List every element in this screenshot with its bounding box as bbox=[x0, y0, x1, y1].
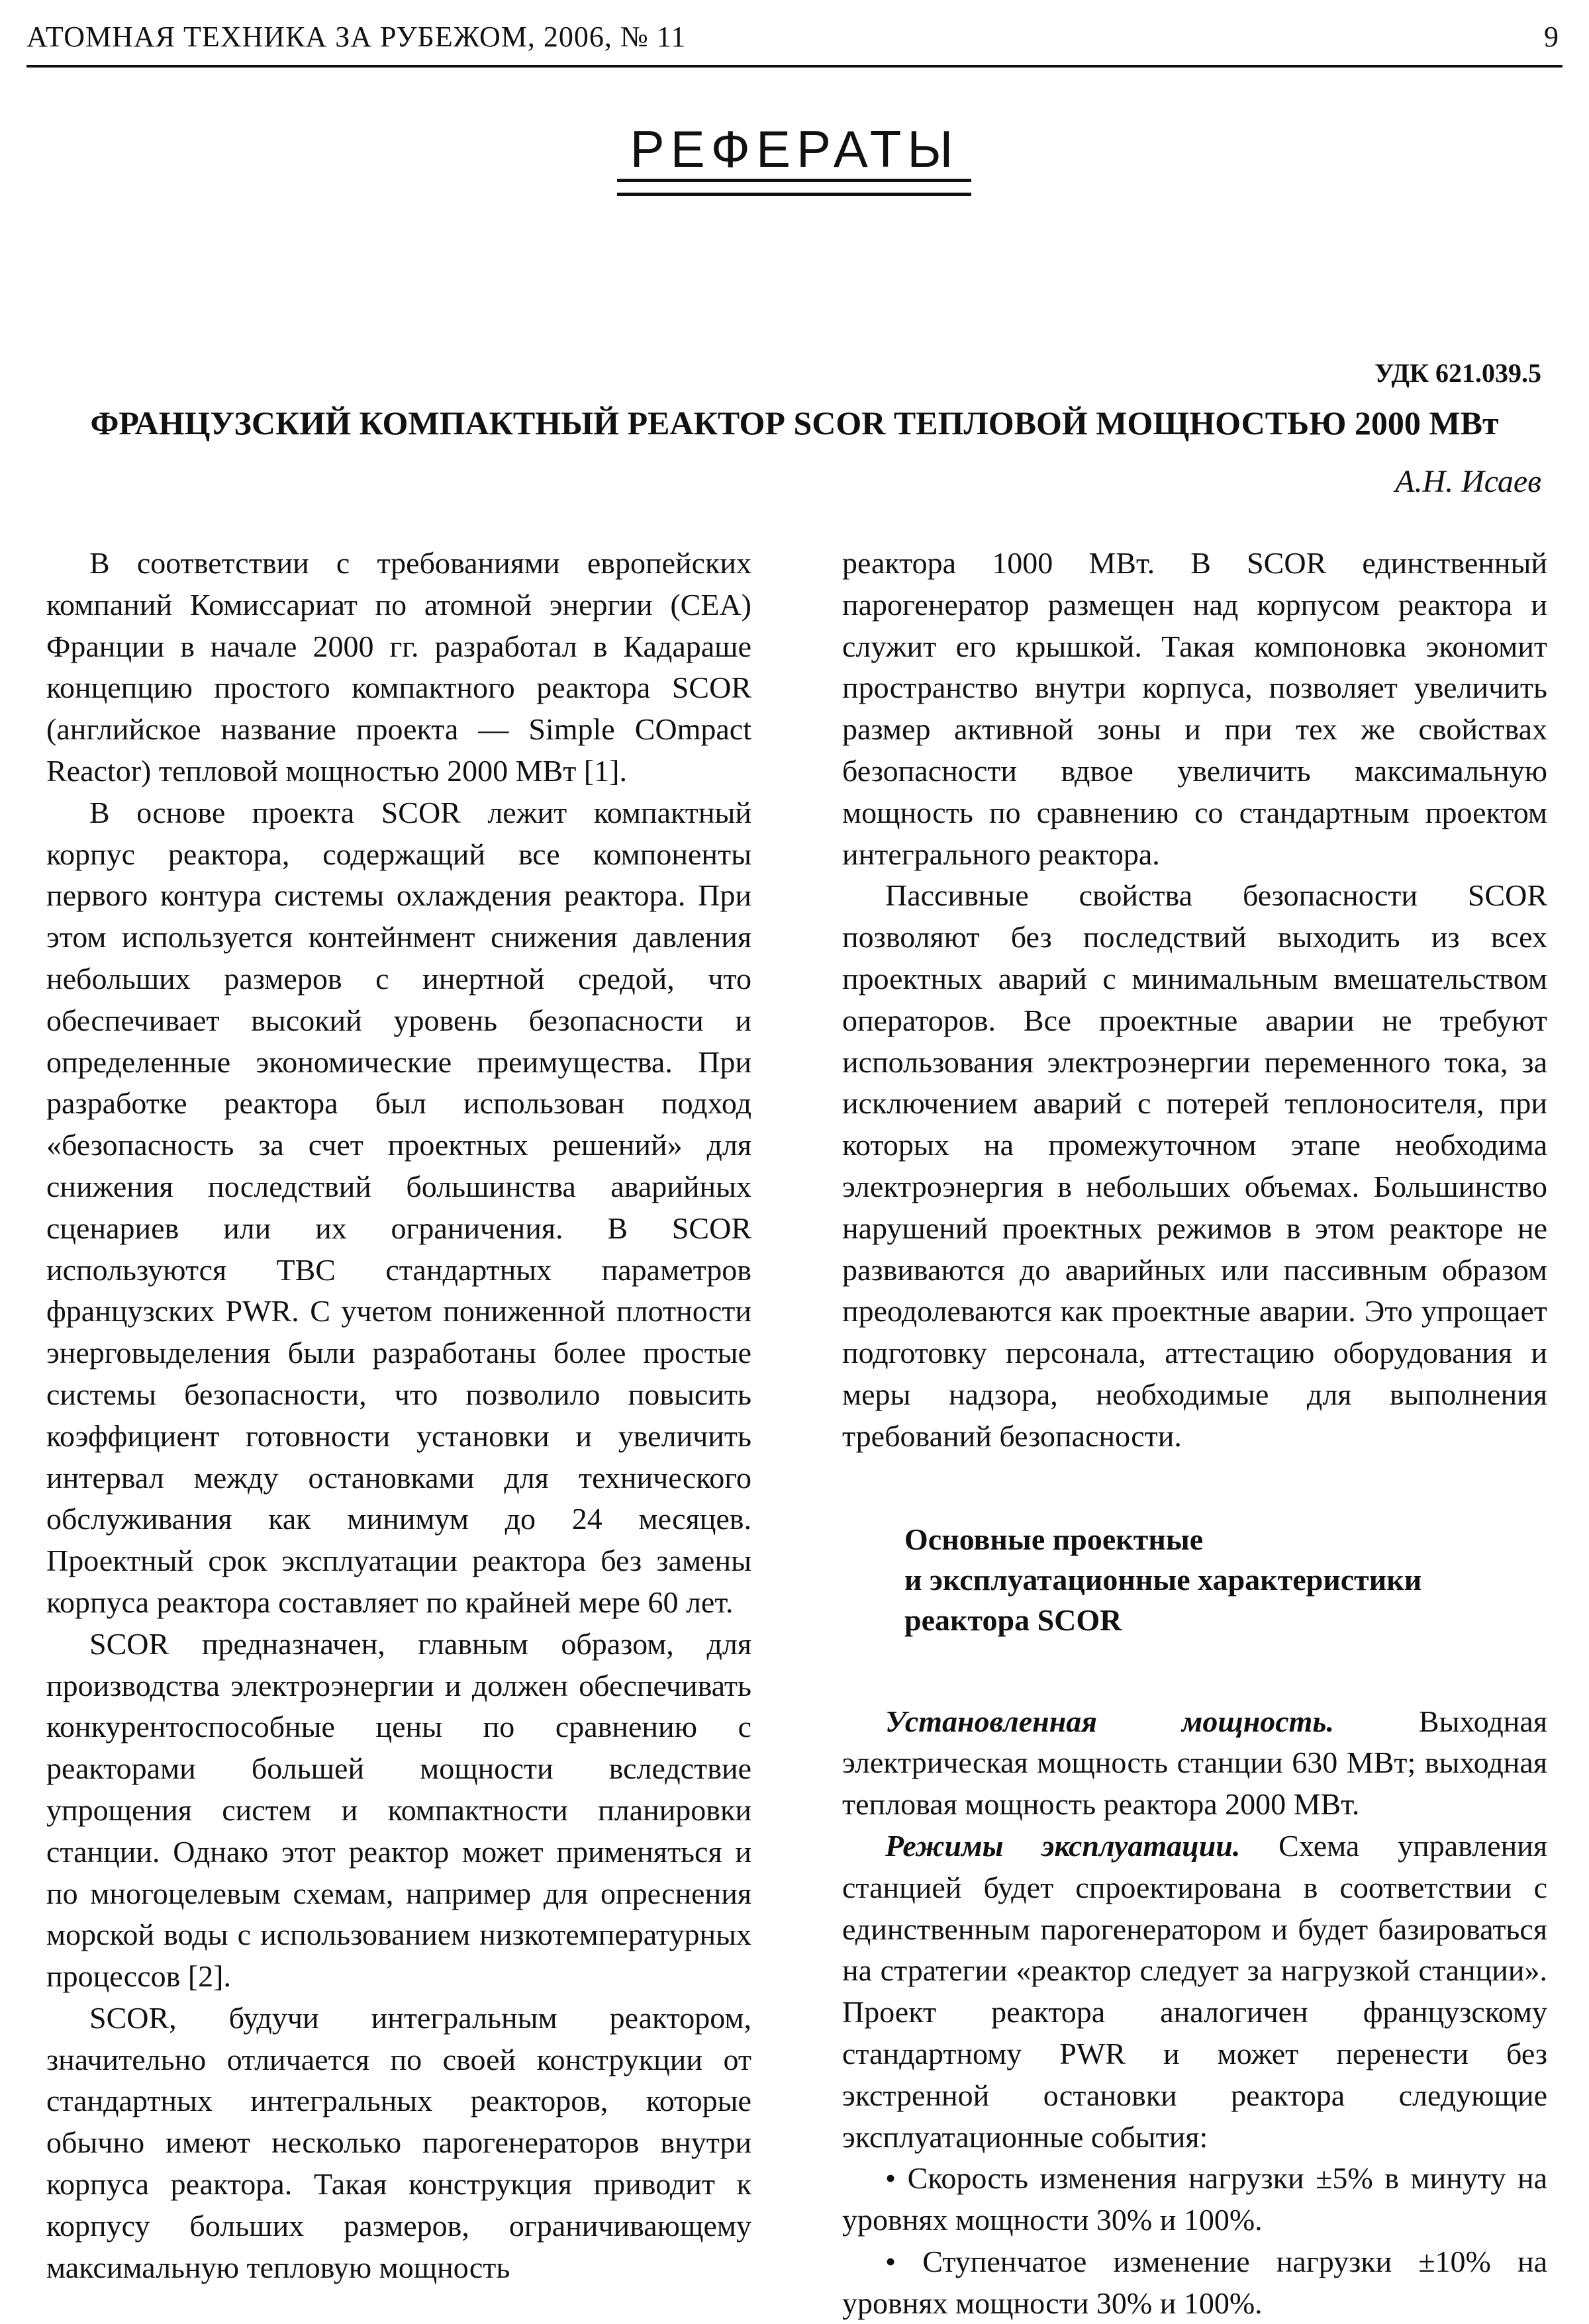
section-title-double-rule bbox=[617, 179, 971, 196]
running-header bbox=[26, 12, 1563, 68]
subheading-line: Основные проектные bbox=[904, 1522, 1204, 1556]
body-paragraph-intro: В соответствии с требованиями европейских компаний Комиссариат по атомной энергии (CEA) Франции в начале 2000 гг. разработал в Кадараше концепцию простого компактного реактора SCOR (английское название проекта — Simple COmpact Reactor) тепловой мощностью 2000 МВт [1]. bbox=[46, 546, 751, 788]
section-title: РЕФЕРАТЫ bbox=[630, 120, 959, 178]
operating-modes-paragraph bbox=[842, 1826, 1547, 2158]
journal-title: АТОМНАЯ ТЕХНИКА ЗА РУБЕЖОМ, 2006, № 11 bbox=[26, 21, 687, 53]
characteristics-subheading bbox=[904, 1519, 1547, 1640]
bullet-load-step bbox=[842, 2241, 1547, 2324]
left-column bbox=[46, 543, 751, 2288]
installed-power-text: Выходная электрическая мощность станции 630 МВт; выходная тепловая мощность реактора 2000 МВт. bbox=[842, 1704, 1547, 1822]
subheading-line: реактора SCOR bbox=[904, 1603, 1122, 1637]
right-column bbox=[842, 543, 1547, 2324]
body-paragraph-passive-safety: Пассивные свойства безопасности SCOR позволяют без последствий выходить из всех проектных аварий с минимальным вмешательством операторов. Все проектные аварии не требуют использования электроэнергии переменного тока, за исключением аварий с потерей теплоносителя, при которых на промежуточном этапе необходима электроэнергия в небольших объемах. Большинство нарушений проектных режимов в этом реакторе не развиваются до аварийных или пассивным образом преодолеваются как проектные аварии. Это упрощает подготовку персонала, аттестацию оборудования и меры надзора, необходимые для выполнения требований безопасности. bbox=[842, 878, 1547, 1453]
operating-modes-label: Режимы эксплуатации. bbox=[885, 1828, 1241, 1863]
body-paragraph-integral: SCOR, будучи интегральным реактором, значительно отличается по своей конструкции от стандартных интегральных реакторов, которые обычно имеют несколько парогенераторов внутри корпуса реактора. Такая конструкция приводит к корпусу больших размеров, ограничивающему максимальную тепловую мощность bbox=[46, 2000, 751, 2284]
bullet-load-rate-text: • Скорость изменения нагрузки ±5% в минуту на уровнях мощности 30% и 100%. bbox=[842, 2161, 1547, 2237]
body-paragraph-purpose: SCOR предназначен, главным образом, для производства электроэнергии и должен обеспечивать конкурентоспособные цены по сравнению с реакторами большей мощности вследствие упрощения систем и компактности планировки станции. Однако этот реактор может применяться и по многоцелевым схемам, например для опреснения морской воды с использованием низкотемпературных процессов [2]. bbox=[46, 1626, 751, 1994]
udk-code: УДК 621.039.5 bbox=[1374, 358, 1541, 388]
article-author: А.Н. Исаев bbox=[1395, 464, 1541, 499]
bullet-load-rate bbox=[842, 2158, 1547, 2241]
installed-power-paragraph bbox=[842, 1701, 1547, 1826]
operating-modes-text: Схема управления станцией будет спроектирована в соответствии с единственным парогенератором и будет базироваться на стратегии «реактор следует за нагрузкой станции». Проект реактора аналогичен французскому стандартному PWR и может перенести без экстренной остановки реактора следующие эксплуатационные события: bbox=[842, 1828, 1547, 2154]
subheading-line: и эксплуатационные характеристики bbox=[904, 1562, 1422, 1597]
page-number: 9 bbox=[1544, 21, 1559, 53]
body-paragraph-design: В основе проекта SCOR лежит компактный корпус реактора, содержащий все компоненты первого контура системы охлаждения реактора. При этом используется контейнмент снижения давления небольших размеров с инертной средой, что обеспечивает высокий уровень безопасности и определенные экономические преимущества. При разработке реактора был использован подход «безопасность за счет проектных решений» для снижения последствий большинства аварийных сценариев или их ограничения. В SCOR используются ТВС стандартных параметров французских PWR. С учетом пониженной плотности энерговыделения были разработаны более простые системы безопасности, что позволило повысить коэффициент готовности установки и увеличить интервал между остановками для технического обслуживания как минимум до 24 месяцев. Проектный срок эксплуатации реактора без замены корпуса реактора составляет по крайней мере 60 лет. bbox=[46, 795, 751, 1619]
installed-power-label: Установленная мощность. bbox=[885, 1704, 1334, 1738]
bullet-load-step-text: • Ступенчатое изменение нагрузки ±10% на уровнях мощности 30% и 100%. bbox=[842, 2245, 1547, 2320]
body-paragraph-continuation: реактора 1000 МВт. В SCOR единственный парогенератор размещен над корпусом реактора и служит его крышкой. Такая компоновка экономит пространство внутри корпуса, позволяет увеличить размер активной зоны и при тех же свойствах безопасности вдвое увеличить максимальную мощность по сравнению со стандартным проектом интегрального реактора. bbox=[842, 546, 1547, 871]
article-title: ФРАНЦУЗСКИЙ КОМПАКТНЫЙ РЕАКТОР SCOR ТЕПЛОВОЙ МОЩНОСТЬЮ 2000 МВт bbox=[90, 404, 1499, 442]
